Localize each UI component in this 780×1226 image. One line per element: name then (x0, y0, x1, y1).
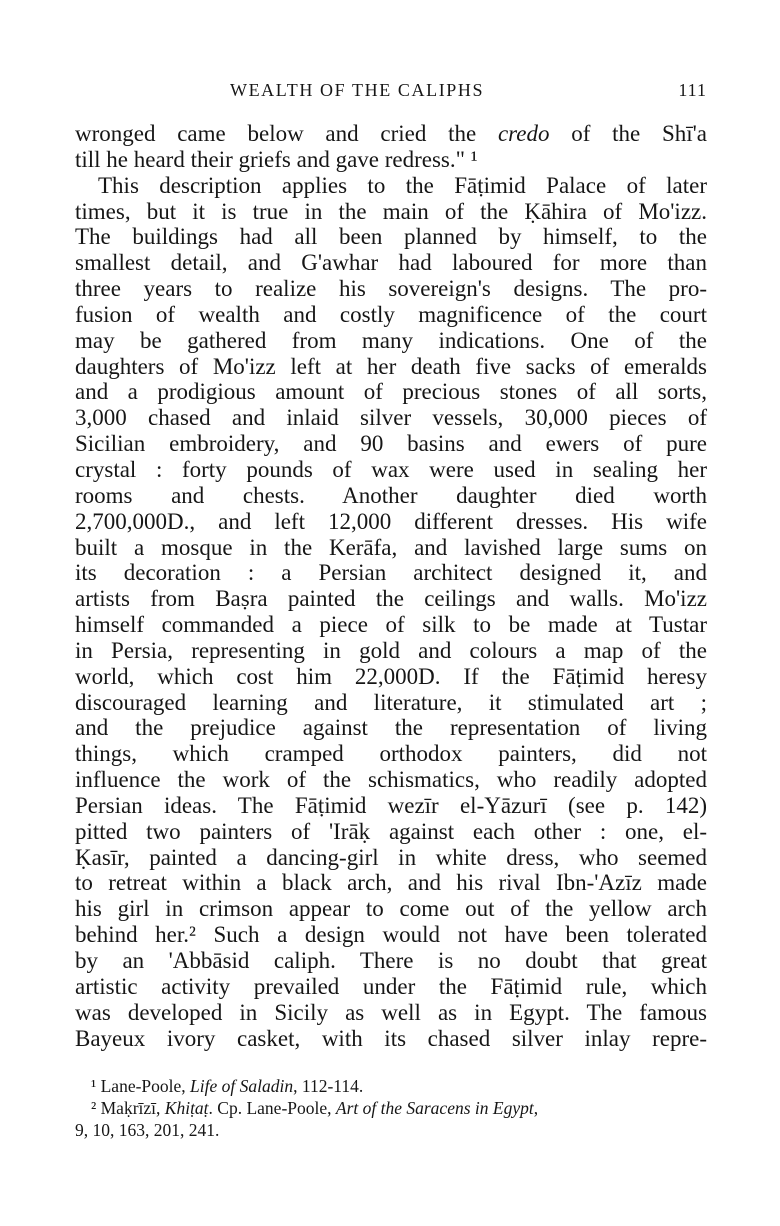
text-line: behind her.² Such a design would not have been tolerated (75, 922, 707, 948)
footnote-1: ¹ Lane-Poole, Life of Saladin, 112-114. (91, 1076, 364, 1096)
page-header (75, 80, 707, 106)
text-line: and a prodigious amount of precious stones of all sorts, (75, 379, 707, 405)
footnote-2-continued: 9, 10, 163, 201, 241. (75, 1120, 220, 1140)
text-line: Sicilian embroidery, and 90 basins and ewers of pure (75, 431, 707, 457)
page-number: 111 (678, 80, 707, 100)
text-line: its decoration : a Persian architect designed it, and (75, 560, 707, 586)
text-line: artists from Baṣra painted the ceilings and walls. Mo'izz (75, 586, 707, 612)
text-line: pitted two painters of 'Irāḳ against each other : one, el- (75, 818, 707, 844)
text-line: Persian ideas. The Fāṭimid wezīr el-Yāzurī (see p. 142) (75, 792, 707, 818)
running-title: WEALTH OF THE CALIPHS (230, 80, 485, 100)
text-line: world, which cost him 22,000D. If the Fāṭimid heresy (75, 663, 707, 689)
text-line: rooms and chests. Another daughter died worth (75, 482, 707, 508)
text-line: his girl in crimson appear to come out of the yellow arch (75, 896, 707, 922)
text-line: The buildings had all been planned by himself, to the (75, 224, 707, 250)
text-line: fusion of wealth and costly magnificence of the court (75, 301, 707, 327)
text-line: times, but it is true in the main of the Ḳāhira of Mo'izz. (75, 198, 707, 224)
text-line: by an 'Abbāsid caliph. There is no doubt that great (75, 948, 707, 973)
text-line: may be gathered from many indications. One of the (75, 327, 707, 353)
text-line: in Persia, representing in gold and colours a map of the (75, 637, 707, 663)
text-line: discouraged learning and literature, it stimulated art ; (75, 689, 707, 715)
text-line: 3,000 chased and inlaid silver vessels, 30,000 pieces of (75, 405, 707, 431)
text-line: artistic activity prevailed under the Fāṭimid rule, which (75, 973, 707, 999)
text-line: Bayeux ivory casket, with its chased silver inlay repre- (75, 1025, 707, 1051)
text-line: crystal : forty pounds of wax were used in sealing her (75, 456, 707, 482)
text-line: three years to realize his sovereign's designs. The pro- (75, 276, 707, 302)
text-line: daughters of Mo'izz left at her death five sacks of emeralds (75, 353, 707, 379)
footnote-2: ² Maḳrīzī, Khiṭaṭ. Cp. Lane-Poole, Art of the Saracens in Egypt, (91, 1098, 539, 1118)
text-line: influence the work of the schismatics, who readily adopted (75, 767, 707, 793)
text-line: Ḳasīr, painted a dancing-girl in white dress, who seemed (75, 844, 707, 870)
text-line: to retreat within a black arch, and his rival Ibn-'Azīz made (75, 870, 707, 896)
text-line: smallest detail, and G'awhar had laboured for more than (75, 250, 707, 276)
text-line: and the prejudice against the representation of living (75, 715, 707, 741)
text-line: This description applies to the Fāṭimid Palace of later (98, 172, 707, 198)
text-line: things, which cramped orthodox painters, did not (75, 741, 707, 767)
text-line: 2,700,000D., and left 12,000 different dresses. His wife (75, 508, 707, 534)
text-line: was developed in Sicily as well as in Egypt. The famous (75, 999, 707, 1025)
text-line: wronged came below and cried the credo of the Shī'a (75, 121, 707, 146)
body-text (75, 121, 707, 1051)
text-line: himself commanded a piece of silk to be made at Tustar (75, 612, 707, 638)
text-line: built a mosque in the Kerāfa, and lavished large sums on (75, 534, 707, 560)
text-line: till he heard their griefs and gave redress." ¹ (75, 146, 478, 172)
